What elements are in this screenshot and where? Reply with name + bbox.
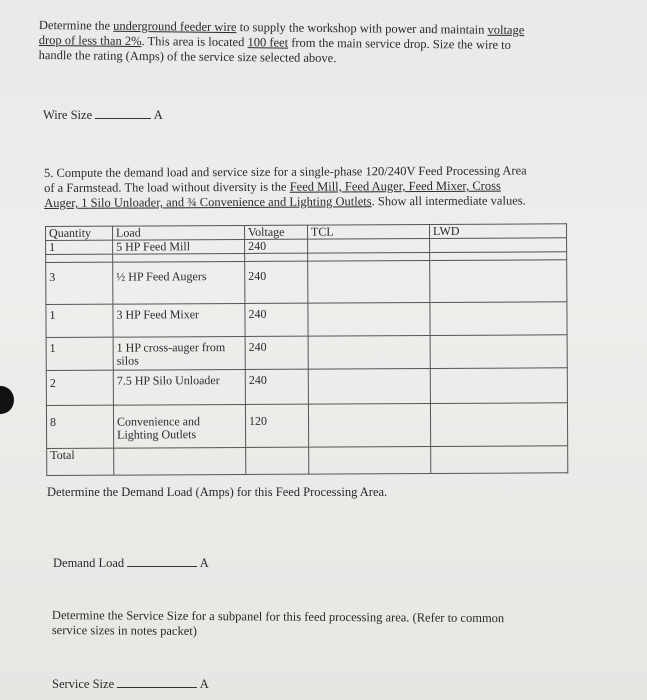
wire-size-unit: A — [153, 108, 163, 122]
cell-lwd[interactable] — [430, 368, 567, 404]
cell-voltage: 240 — [245, 261, 308, 303]
service-size-question: Determine the Service Size for a subpanel for this feed processing area. (Refer to common service sizes in notes packet) — [51, 608, 505, 639]
demand-load-unit: A — [199, 556, 209, 570]
cell-tcl[interactable] — [308, 260, 430, 303]
cell-tcl[interactable] — [308, 238, 430, 253]
wire-size-label: Wire Size — [43, 108, 93, 122]
cell-qty: 2 — [46, 370, 113, 405]
demand-load-question: Determine the Demand Load (Amps) for this Feed Processing Area. — [47, 485, 388, 499]
table-row — [46, 403, 567, 449]
header-lwd: LWD — [429, 224, 566, 239]
demand-load-field[interactable] — [53, 556, 209, 571]
cell-voltage: 240 — [245, 336, 308, 369]
cell-lwd[interactable] — [430, 302, 567, 336]
wire-size-field[interactable] — [43, 108, 163, 123]
cell-total-lwd[interactable] — [431, 446, 568, 474]
total-label: Total — [47, 448, 114, 475]
cell-load: ½ HP Feed Augers — [113, 261, 245, 304]
cell-load: 1 HP cross-auger from silos — [113, 336, 245, 370]
service-size-label: Service Size — [52, 677, 115, 691]
cell-load: Convenience and Lighting Outlets — [113, 404, 245, 448]
cell-load: 3 HP Feed Mixer — [113, 303, 245, 337]
cell-lwd[interactable] — [430, 335, 567, 369]
service-size-unit: A — [199, 677, 209, 691]
cell-total-load[interactable] — [114, 447, 246, 475]
cell-lwd[interactable] — [430, 238, 567, 253]
black-dot-marker — [0, 386, 14, 414]
header-voltage: Voltage — [244, 225, 307, 239]
cell-tcl[interactable] — [308, 335, 430, 369]
cell-voltage: 120 — [245, 404, 308, 447]
table-row — [46, 302, 567, 338]
cell-qty: 1 — [46, 240, 113, 254]
cell-tcl[interactable] — [308, 368, 430, 404]
table-total-row — [47, 446, 568, 476]
demand-load-blank[interactable] — [127, 556, 197, 567]
cell-tcl[interactable] — [308, 403, 430, 447]
table-row — [46, 260, 567, 305]
service-size-field[interactable] — [52, 677, 209, 692]
cell-total-tcl[interactable] — [309, 446, 431, 474]
service-size-blank[interactable] — [117, 677, 197, 688]
cell-lwd[interactable] — [430, 260, 567, 303]
cell-load: 5 HP Feed Mill — [113, 239, 245, 254]
cell-voltage: 240 — [245, 369, 308, 404]
cell-lwd[interactable] — [430, 403, 567, 447]
table-row — [46, 335, 567, 371]
question-4-text: Determine the underground feeder wire to supply the workshop with power and maintain voltage drop of less than 2%. This area is located 100 feet from the main service drop. Size the wire to handle the rating (Amps) of the service size selected above. — [38, 18, 525, 66]
header-tcl: TCL — [307, 224, 429, 239]
load-table — [45, 223, 568, 476]
question-5-text: 5. Compute the demand load and service size for a single-phase 120/240V Feed Processing Area of a Farmstead. The load without diversity is the Feed Mill, Feed Auger, Feed Mixer, Cross Auger, 1 Silo Unloader, and ¾ Convenience and Lighting Outlets. Show all intermediate values. — [44, 163, 527, 210]
cell-qty: 1 — [46, 304, 113, 337]
demand-load-label: Demand Load — [53, 556, 125, 570]
cell-tcl[interactable] — [308, 302, 430, 336]
cell-total-voltage[interactable] — [246, 447, 309, 474]
cell-qty: 3 — [46, 262, 113, 304]
wire-size-blank[interactable] — [95, 108, 151, 119]
header-quantity: Quantity — [46, 226, 113, 240]
cell-voltage: 240 — [245, 303, 308, 336]
cell-voltage: 240 — [245, 239, 308, 253]
cell-qty: 1 — [46, 337, 113, 370]
header-load: Load — [113, 225, 245, 240]
cell-qty: 8 — [46, 405, 113, 448]
cell-load: 7.5 HP Silo Unloader — [113, 369, 245, 405]
table-row — [46, 368, 567, 406]
